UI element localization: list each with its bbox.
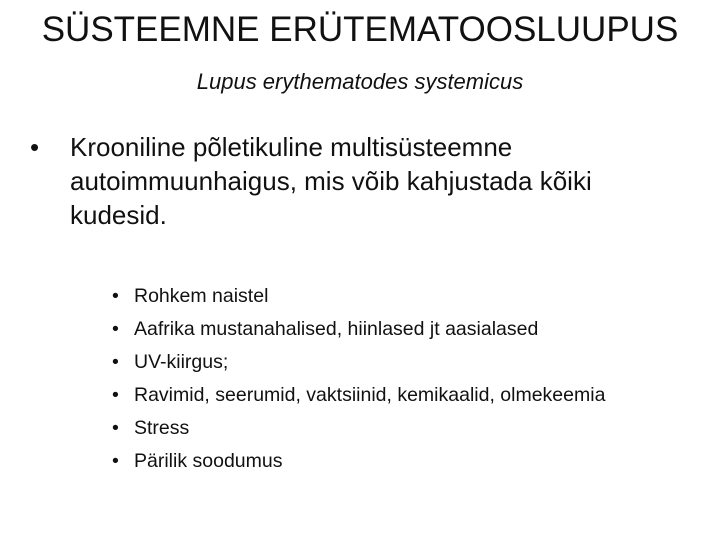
bullet-icon: • [112,384,119,406]
slide-subtitle: Lupus erythematodes systemicus [196,69,524,94]
list-item [112,445,702,478]
list-item-text: Stress [134,417,190,439]
main-bullet-text: Krooniline põletikuline multisüsteemne autoimmuunhaigus, mis võib kahjustada kõiki kudesid. [70,132,592,230]
slide-title: SÜSTEEMNE ERÜTEMATOOSLUUPUS [41,10,679,49]
bullet-icon: • [30,132,40,162]
list-item-text: Pärilik soodumus [134,450,283,472]
main-bullet-point [30,130,690,232]
bullet-icon: • [112,417,119,439]
bullet-icon: • [112,285,119,307]
list-item [112,280,702,313]
list-item [112,346,702,379]
list-item-text: Rohkem naistel [134,285,269,307]
list-item-text: UV-kiirgus; [134,351,229,373]
list-item-text: Ravimid, seerumid, vaktsiinid, kemikaalid, olmekeemia [134,384,606,406]
sub-bullet-list [112,280,702,478]
bullet-icon: • [112,450,119,472]
list-item [112,313,702,346]
bullet-icon: • [112,318,119,340]
bullet-icon: • [112,351,119,373]
list-item [112,379,702,412]
list-item [112,412,702,445]
list-item-text: Aafrika mustanahalised, hiinlased jt aasialased [134,318,539,340]
